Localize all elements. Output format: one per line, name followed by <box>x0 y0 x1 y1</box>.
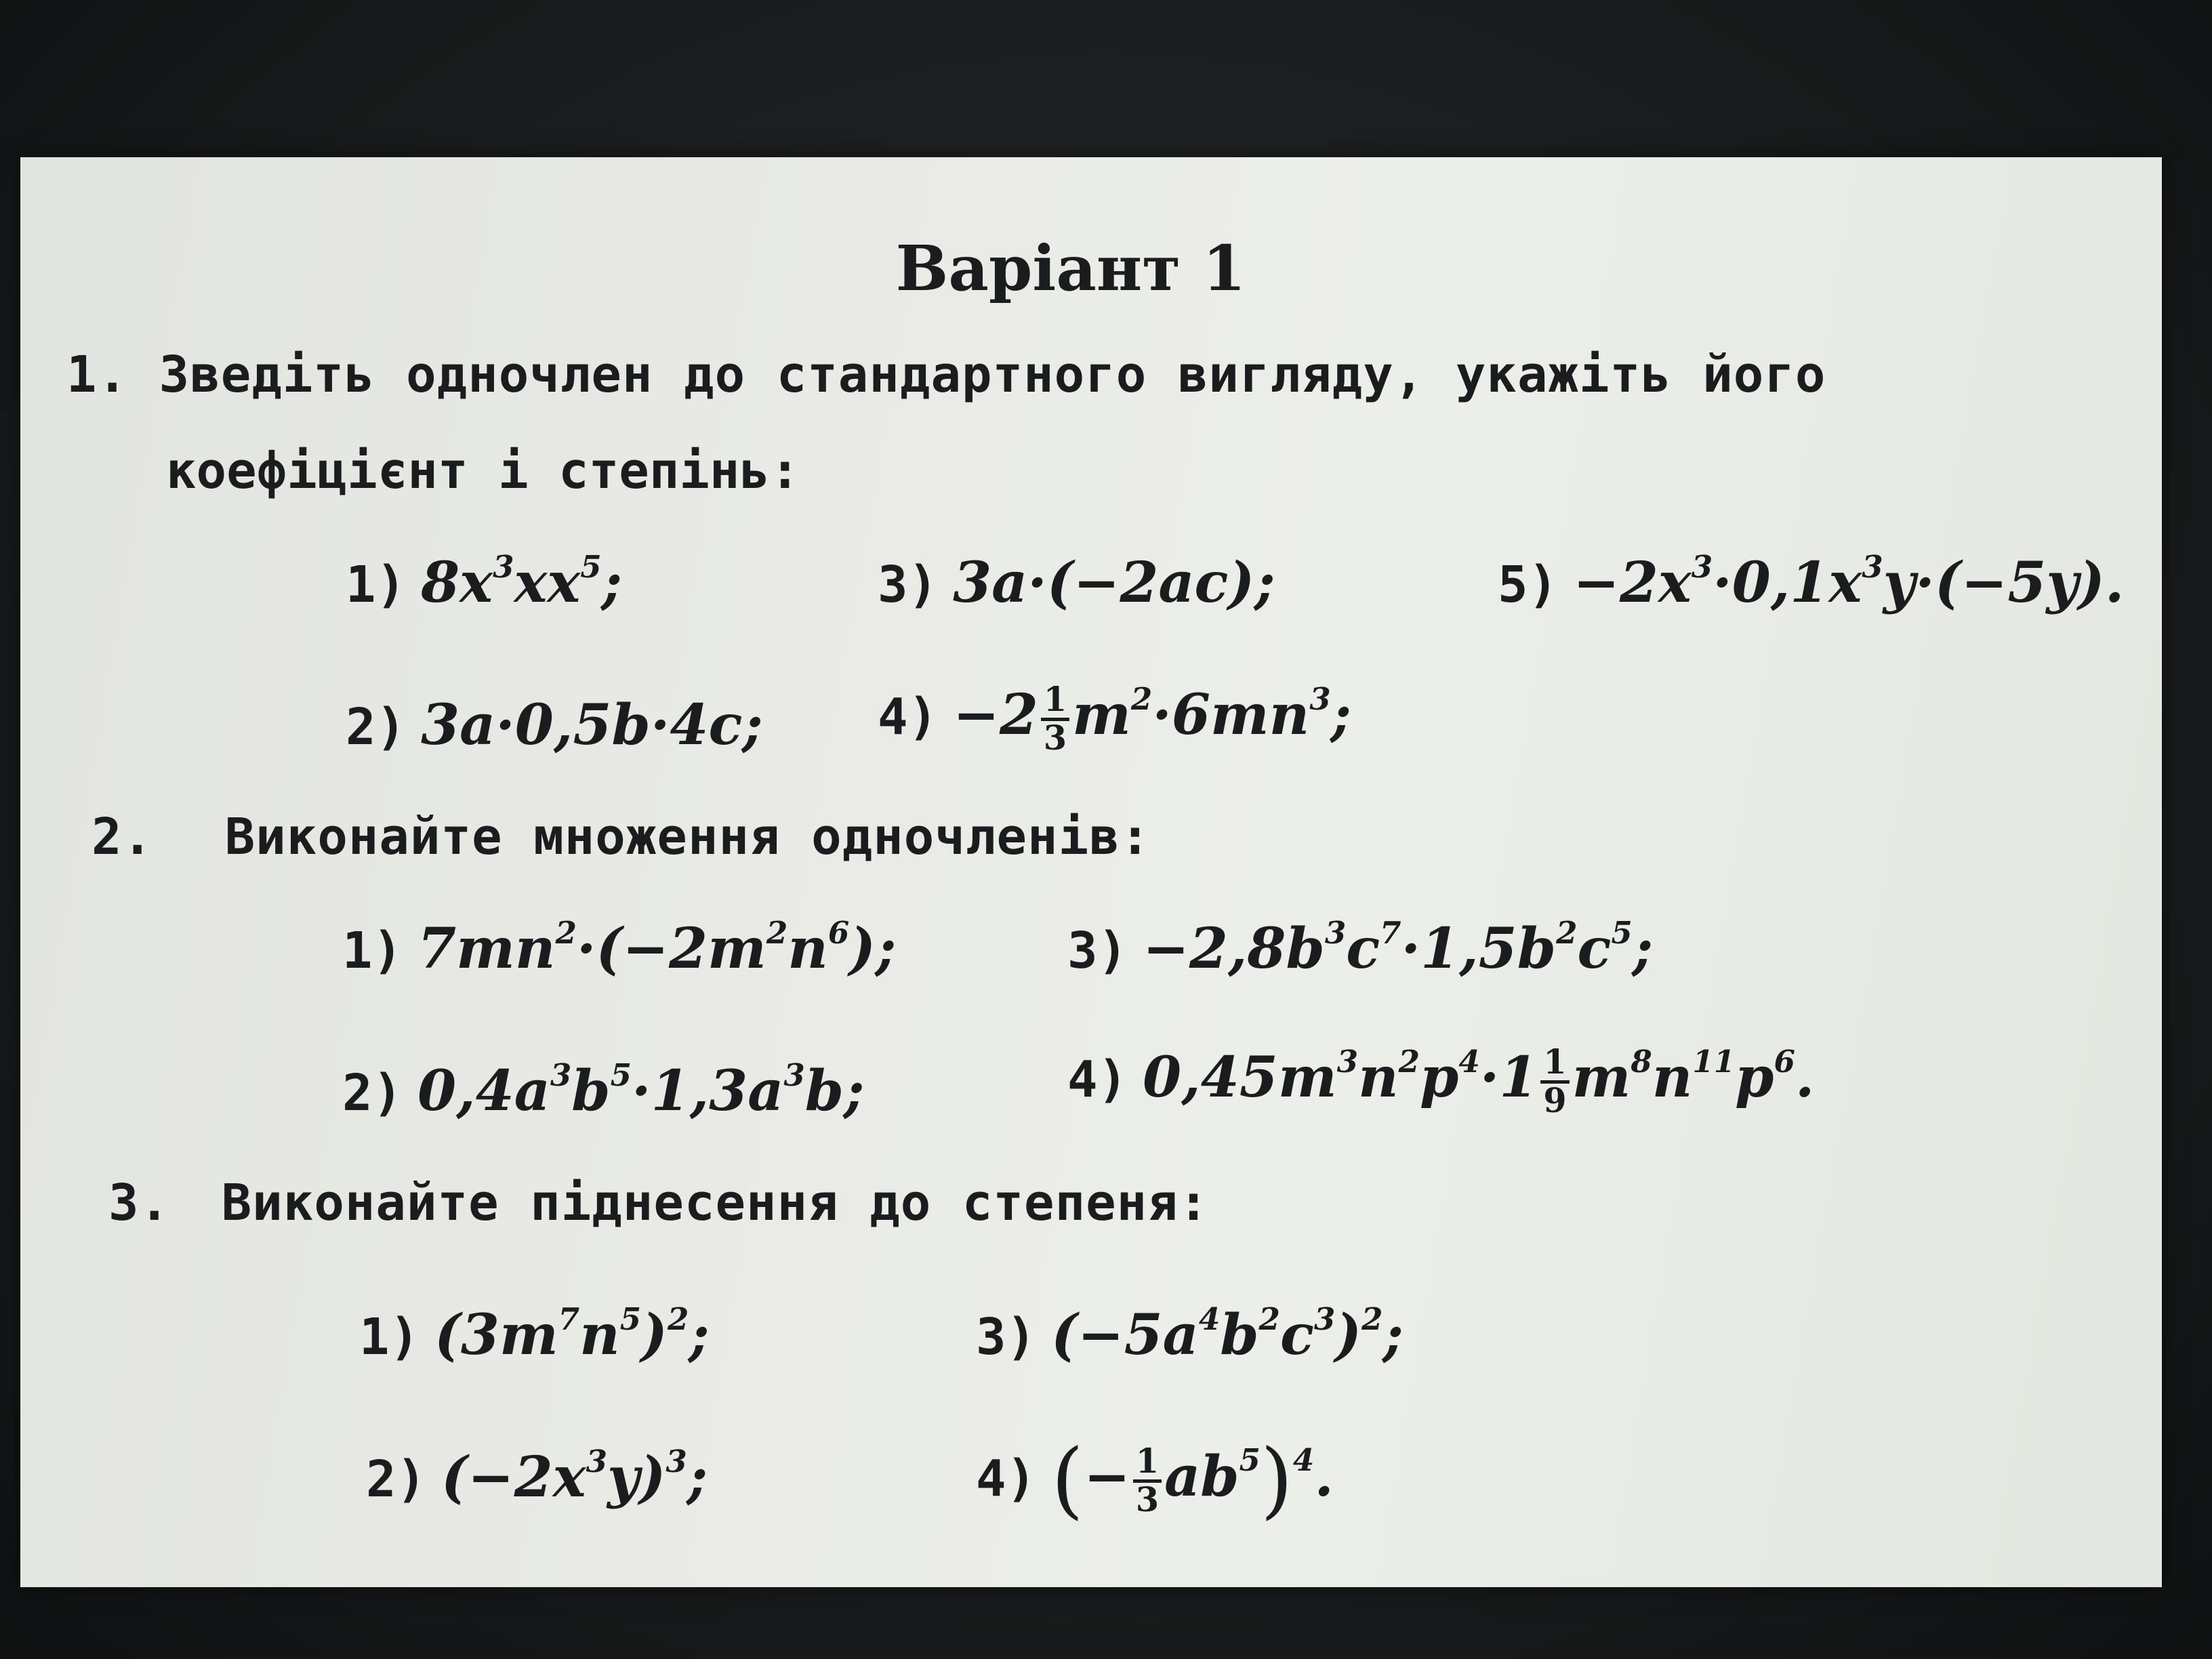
task-1-item-3 <box>878 550 1275 615</box>
item-expression: $(3m^7n^5)^2$; <box>434 1300 710 1368</box>
task-1-item-2 <box>346 693 763 758</box>
fraction <box>1133 1441 1162 1519</box>
expr-prefix: −2 <box>953 682 1038 747</box>
task-1-text-continued: коефіцієнт і степінь: <box>166 442 800 500</box>
item-label: 3) <box>1067 922 1128 980</box>
fraction-denominator: 9 <box>1543 1081 1567 1121</box>
fraction-numerator: 1 <box>1041 682 1069 721</box>
task-2-number: 2. <box>91 808 154 866</box>
task-2-item-1 <box>342 916 896 981</box>
item-expression: $(-2x^3y)^3$; <box>441 1443 708 1510</box>
item-expression: 3a·0,5b·4c; <box>421 693 763 758</box>
fraction-numerator: 1 <box>1540 1045 1569 1084</box>
expr-prefix: $0,45m^3n^2p^4\cdot 1$ <box>1143 1043 1538 1110</box>
expr-end: . <box>1314 1443 1334 1509</box>
item-expression: $0,4a^3b^5\cdot 1,3a^3b$; <box>417 1057 865 1124</box>
task-1-number: 1. <box>66 346 129 404</box>
item-label: 2) <box>342 1064 403 1122</box>
task-1-text: Зведіть одночлен до стандартного вигляду, укажіть його <box>159 346 1826 404</box>
item-label: 1) <box>346 556 407 614</box>
item-label: 4) <box>976 1449 1037 1508</box>
task-1-heading <box>66 346 1826 404</box>
page-title: Варіант 1 <box>895 232 1246 305</box>
power: 4 <box>1292 1442 1315 1479</box>
task-2-heading <box>91 808 1151 866</box>
task-2-item-4 <box>1067 1042 1815 1121</box>
fraction <box>1540 1042 1569 1121</box>
task-1-item-4 <box>878 682 1351 756</box>
task-1-item-5 <box>1498 550 2124 615</box>
item-expression <box>1051 1431 1334 1528</box>
right-paren: ) <box>1260 1431 1293 1528</box>
task-3-item-4 <box>976 1431 1334 1528</box>
task-2-text: Виконайте множення одночленів: <box>224 808 1151 866</box>
item-expression: $0,45m^3n^2p^4\cdot 1$ $\frac{1}{9}$ $m^8n^{11}p^6$. <box>1143 1042 1815 1121</box>
fraction <box>1041 682 1069 756</box>
item-expression: $-2x^3\cdot 0,1x^3y\cdot(-5y)$. <box>1573 548 2125 615</box>
item-label: 1) <box>359 1308 420 1366</box>
expr-body: $ab^5$ <box>1164 1442 1261 1509</box>
task-3-heading <box>108 1174 1209 1232</box>
expr-prefix: − <box>1084 1443 1130 1509</box>
task-3-item-2 <box>366 1445 708 1510</box>
fraction-denominator: 3 <box>1043 718 1067 758</box>
fraction-numerator: 1 <box>1133 1444 1162 1483</box>
item-label: 4) <box>878 688 939 746</box>
item-expression: $(-5a^4b^2c^3)^2$; <box>1051 1300 1404 1368</box>
item-expression: −2 $\frac{1}{3}$ $m^2\cdot 6mn^3$; <box>953 680 1351 758</box>
task-3-text: Виконайте піднесення до степеня: <box>221 1174 1210 1232</box>
item-label: 2) <box>366 1450 427 1509</box>
task-2-item-2 <box>342 1059 864 1124</box>
task-1-item-1 <box>346 550 622 615</box>
task-3-number: 3. <box>108 1174 171 1232</box>
item-label: 2) <box>346 698 407 756</box>
item-label: 5) <box>1498 556 1559 614</box>
task-2-item-3 <box>1067 916 1653 981</box>
item-label: 1) <box>342 922 403 980</box>
item-expression: $7mn^2\cdot(-2m^2n^6)$; <box>417 914 897 981</box>
item-expression: $8x^3xx^5$; <box>421 548 622 615</box>
item-label: 3) <box>976 1308 1037 1366</box>
item-expression: $-2,8b^3c^7\cdot 1,5b^2c^5$; <box>1143 914 1654 981</box>
task-3-item-1 <box>359 1300 710 1368</box>
left-paren: ( <box>1051 1431 1084 1528</box>
task-3-item-3 <box>976 1300 1404 1368</box>
fraction-denominator: 3 <box>1135 1479 1160 1519</box>
item-label: 4) <box>1067 1050 1128 1109</box>
item-label: 3) <box>878 556 939 614</box>
worksheet <box>20 157 2162 1587</box>
item-expression: 3a·(−2ac); <box>953 550 1275 615</box>
